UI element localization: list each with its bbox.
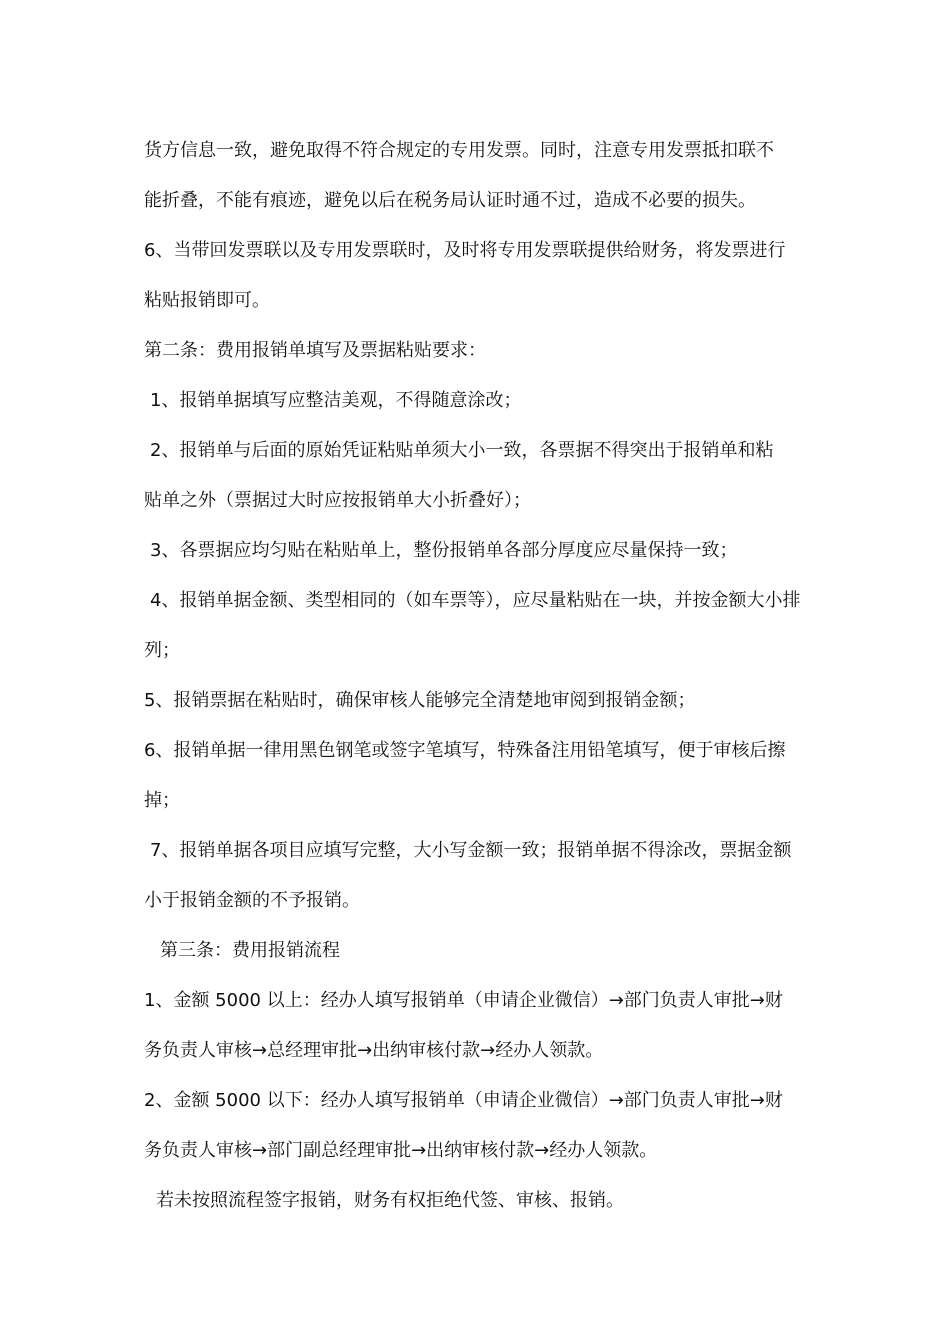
paragraph-line: 6、当带回发票联以及专用发票联时，及时将专用发票联提供给财务，将发票进行 — [144, 240, 786, 261]
list-item: 3、各票据应均匀贴在粘贴单上，整份报销单各部分厚度应尽量保持一致； — [150, 540, 738, 561]
paragraph-line: 小于报销金额的不予报销。 — [144, 890, 360, 911]
paragraph-line: 务负责人审核→总经理审批→出纳审核付款→经办人领款。 — [144, 1040, 604, 1061]
list-item: 1、报销单据填写应整洁美观，不得随意涂改； — [150, 390, 522, 411]
paragraph-line: 掉； — [144, 790, 180, 811]
paragraph-line: 能折叠，不能有痕迹，避免以后在税务局认证时通不过，造成不必要的损失。 — [144, 190, 756, 211]
list-item: 2、金额 5000 以下：经办人填写报销单（申请企业微信）→部门负责人审批→财 — [144, 1090, 783, 1111]
paragraph-line: 务负责人审核→部门副总经理审批→出纳审核付款→经办人领款。 — [144, 1140, 658, 1161]
paragraph-line: 列； — [144, 640, 180, 661]
list-item: 5、报销票据在粘贴时，确保审核人能够完全清楚地审阅到报销金额； — [144, 690, 696, 711]
section-heading: 第三条：费用报销流程 — [160, 940, 340, 961]
list-item: 1、金额 5000 以上：经办人填写报销单（申请企业微信）→部门负责人审批→财 — [144, 990, 783, 1011]
list-item: 4、报销单据金额、类型相同的（如车票等），应尽量粘贴在一块，并按金额大小排 — [150, 590, 801, 611]
list-item: 2、报销单与后面的原始凭证粘贴单须大小一致，各票据不得突出于报销单和粘 — [150, 440, 774, 461]
paragraph-line: 货方信息一致，避免取得不符合规定的专用发票。同时，注意专用发票抵扣联不 — [144, 140, 774, 161]
list-item: 7、报销单据各项目应填写完整，大小写金额一致；报销单据不得涂改，票据金额 — [150, 840, 792, 861]
paragraph-line: 粘贴报销即可。 — [144, 290, 270, 311]
document-body — [144, 126, 812, 1226]
paragraph-line: 贴单之外（票据过大时应按报销单大小折叠好）； — [144, 490, 531, 511]
closing-note: 若未按照流程签字报销，财务有权拒绝代签、审核、报销。 — [156, 1190, 624, 1211]
list-item: 6、报销单据一律用黑色钢笔或签字笔填写，特殊备注用铅笔填写，便于审核后擦 — [144, 740, 786, 761]
section-heading: 第二条：费用报销单填写及票据粘贴要求： — [144, 340, 486, 361]
